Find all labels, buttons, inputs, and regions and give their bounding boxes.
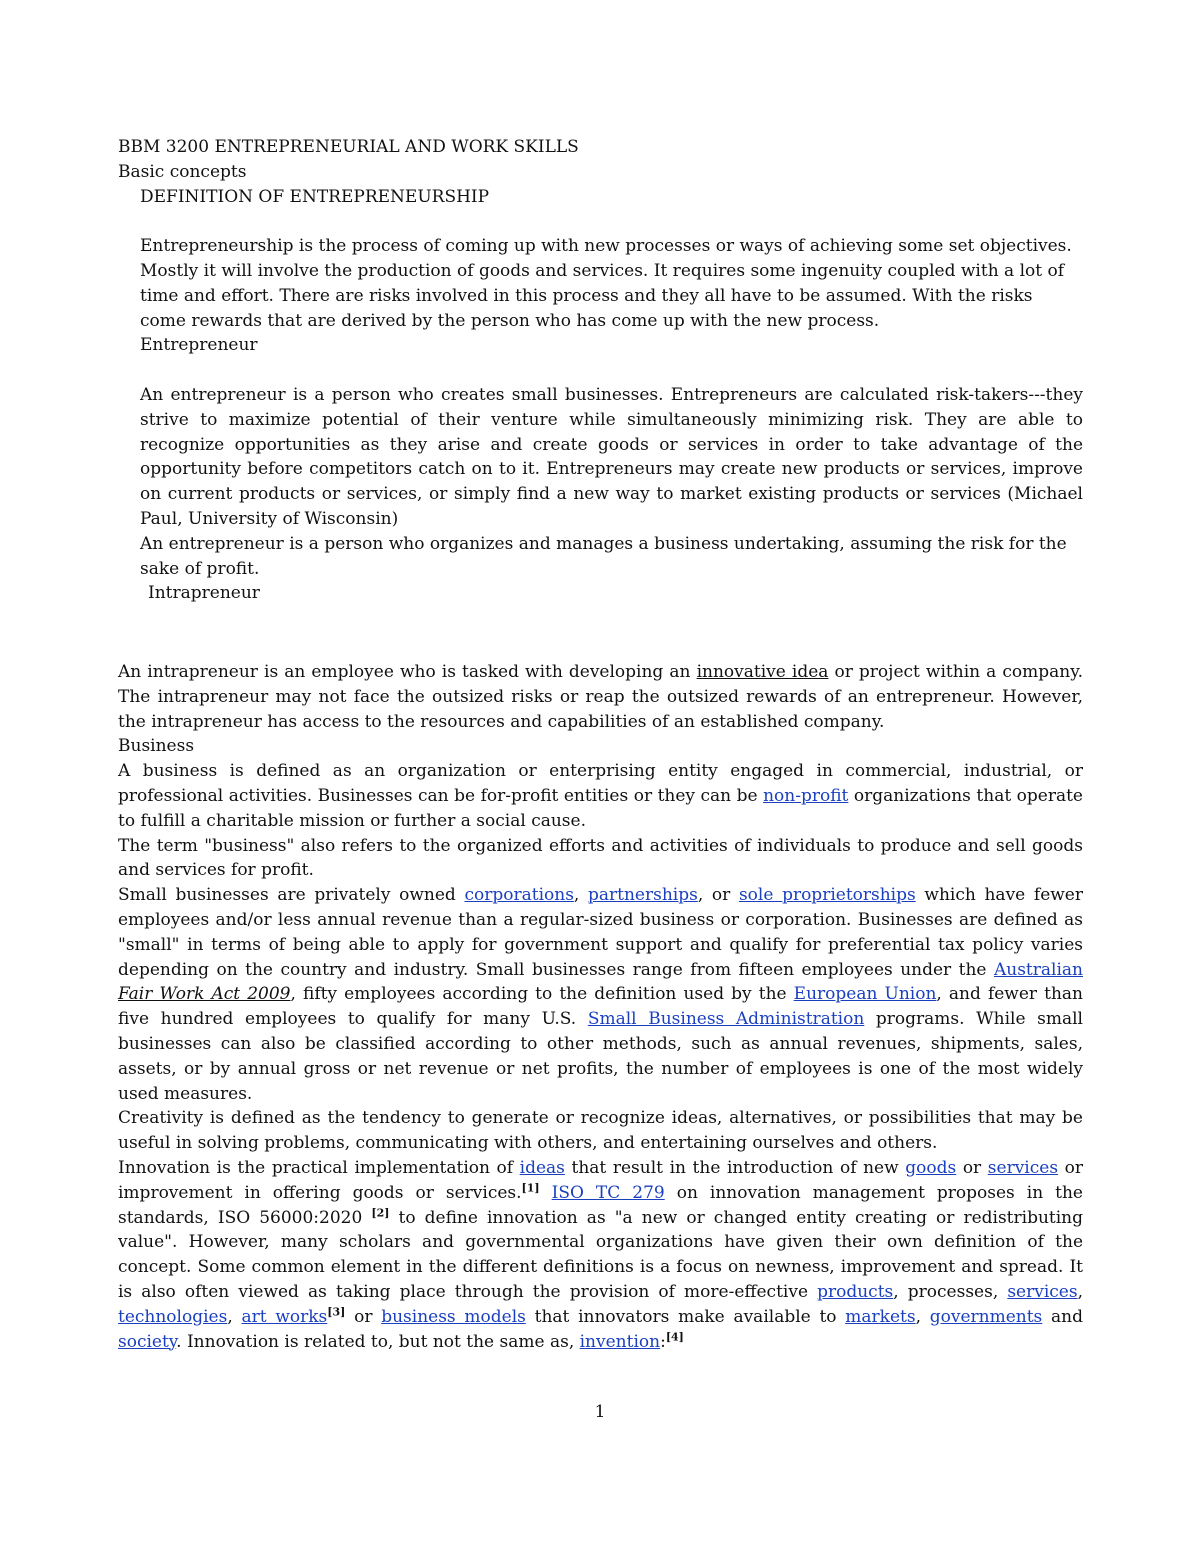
- link-art-works[interactable]: art works: [241, 1306, 328, 1327]
- link-business-models[interactable]: business models: [381, 1306, 526, 1327]
- heading-definition: DEFINITION OF ENTREPRENEURSHIP: [140, 186, 490, 207]
- paragraph-small-businesses: Small businesses are privately owned corporations, partnerships, or sole proprietorships which have fewer employees and/or less annual revenue than a regular-sized business or corporation. Businesses are defined as "small" in terms of being able to apply for government support and qualify for preferential tax policy varies depending on the country and industry. Small businesses range from fifteen employees under the Australian Fair Work Act 2009, fifty employees according to the definition used by the European Union, and fewer than five hundred employees to qualify for many U.S. Small Business Administration programs. While small businesses can also be classified according to other methods, such as annual revenues, shipments, sales, assets, or by annual gross or net revenue or net profits, the number of employees is one of the most widely used measures.: [118, 885, 1083, 1104]
- link-services[interactable]: services: [987, 1157, 1059, 1178]
- heading-business: Business: [118, 736, 195, 757]
- fair-work-act: Fair Work Act 2009: [118, 984, 291, 1005]
- reference-2[interactable]: [2]: [371, 1205, 390, 1219]
- heading-entrepreneur: Entrepreneur: [140, 335, 258, 356]
- paragraph-creativity: Creativity is defined as the tendency to generate or recognize ideas, alternatives, or possibilities that may be useful in solving problems, communicating with others, and entertaining ourselves and others.: [118, 1108, 1083, 1154]
- link-non-profit[interactable]: non-profit: [763, 785, 849, 806]
- link-innovative-idea[interactable]: innovative idea: [696, 662, 829, 682]
- paragraph-entrepreneurship: Entrepreneurship is the process of coming up with new processes or ways of achieving some set objectives. Mostly it will involve the production of goods and services. It requires some ingenuity coupled with a lot of time and effort. There are risks involved in this process and they all have to be assumed. With the risks come rewards that are derived by the person who has come up with the new process.: [140, 236, 1072, 331]
- heading-intrapreneur: Intrapreneur: [148, 583, 260, 604]
- paragraph-innovation: Innovation is the practical implementation of ideas that result in the introduction of new goods or services or improvement in offering goods or services.[1] ISO TC 279 on innovation management proposes in the standards, ISO 56000:2020 [2] to define innovation as "a new or changed entity creating or redistributing value". However, many scholars and governmental organizations have given their own definition of the concept. Some common element in the different definitions is a focus on newness, improvement and spread. It is also often viewed as taking place through the provision of more-effective products, processes, services, technologies, art works[3] or business models that innovators make available to markets, governments and society. Innovation is related to, but not the same as, invention:[4]: [118, 1157, 1084, 1352]
- reference-4[interactable]: [4]: [665, 1329, 684, 1343]
- link-small-business-administration[interactable]: Small Business Administration: [587, 1009, 865, 1030]
- body-block: [118, 660, 1083, 1354]
- page-number: 1: [594, 1402, 606, 1422]
- link-european-union[interactable]: European Union: [793, 984, 937, 1005]
- link-invention[interactable]: invention: [579, 1331, 661, 1352]
- paragraph-intrapreneur: An intrapreneur is an employee who is tasked with developing an innovative idea or project within a company. The intrapreneur may not face the outsized risks or reap the outsized rewards of an entrepreneur. However, the intrapreneur has access to the resources and capabilities of an established company.: [118, 662, 1083, 732]
- link-corporations[interactable]: corporations: [464, 885, 574, 906]
- paragraph-term-business: The term "business" also refers to the organized efforts and activities of individuals to produce and sell goods and services for profit.: [118, 835, 1083, 881]
- document-title: BBM 3200 ENTREPRENEURIAL AND WORK SKILLS: [118, 137, 579, 157]
- link-society[interactable]: society: [118, 1331, 177, 1352]
- paragraph-entrepreneur-2: An entrepreneur is a person who organizes and manages a business undertaking, assuming the risk for the sake of profit.: [140, 533, 1067, 579]
- link-ideas[interactable]: ideas: [519, 1157, 565, 1178]
- header-block: [118, 135, 1083, 606]
- link-services-2[interactable]: services: [1007, 1281, 1078, 1302]
- paragraph-entrepreneur-1: An entrepreneur is a person who creates small businesses. Entrepreneurs are calculated risk-takers---they strive to maximize potential of their venture while simultaneously minimizing risk. They are able to recognize opportunities as they arise and create goods or services in order to take advantage of the opportunity before competitors catch on to it. Entrepreneurs may create new products or services, improve on current products or services, or simply find a new way to market existing products or services (Michael Paul, University of Wisconsin): [140, 384, 1083, 529]
- document-subtitle: Basic concepts: [118, 161, 247, 182]
- link-governments[interactable]: governments: [929, 1306, 1043, 1327]
- reference-1[interactable]: [1]: [521, 1181, 540, 1195]
- link-goods[interactable]: goods: [905, 1157, 957, 1178]
- link-australian[interactable]: Australian: [993, 959, 1083, 980]
- link-iso-tc-279[interactable]: ISO TC 279: [551, 1182, 665, 1203]
- link-markets[interactable]: markets: [845, 1306, 916, 1327]
- link-partnerships[interactable]: partnerships: [588, 885, 698, 906]
- reference-3[interactable]: [3]: [327, 1305, 346, 1319]
- link-products[interactable]: products: [817, 1281, 894, 1302]
- link-sole-proprietorships[interactable]: sole proprietorships: [738, 885, 916, 906]
- paragraph-business: A business is defined as an organization or enterprising entity engaged in commercial, industrial, or professional activities. Businesses can be for-profit entities or they can be non-profit organizations that operate to fulfill a charitable mission or further a social cause.: [118, 761, 1083, 831]
- link-technologies[interactable]: technologies: [118, 1306, 228, 1327]
